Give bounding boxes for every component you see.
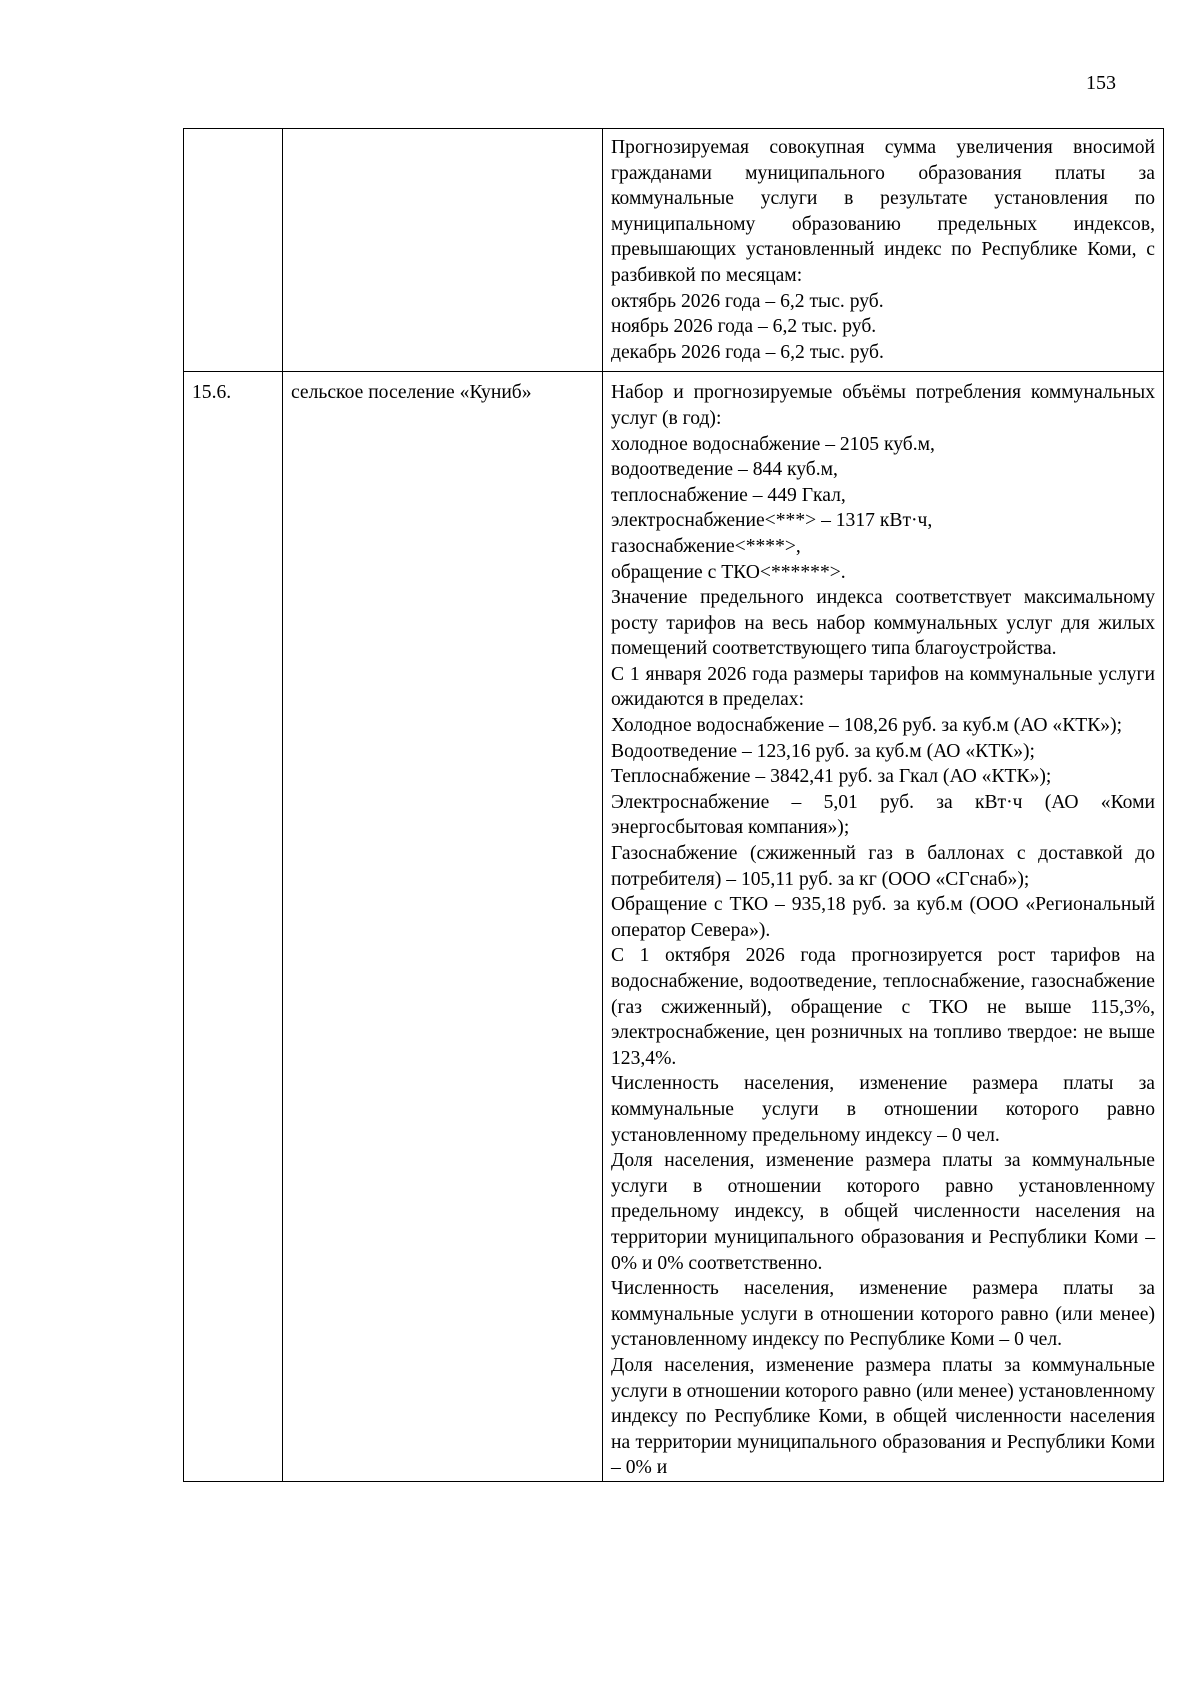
data-table <box>183 128 1164 1482</box>
volume-line: обращение с ТКО<******>. <box>611 561 846 583</box>
paragraph: Набор и прогнозируемые объёмы потребления коммунальных услуг (в год): <box>611 382 1155 429</box>
page-number: 153 <box>1086 72 1116 94</box>
month-line: октябрь 2026 года – 6,2 тыс. руб. <box>611 290 884 312</box>
volume-line: электроснабжение<***> – 1317 кВт·ч, <box>611 510 933 532</box>
volume-line: газоснабжение<****>, <box>611 535 801 557</box>
paragraph: Доля населения, изменение размера платы за коммунальные услуги в отношении которого равно (или менее) установленному индексу по Республике Коми, в общей численности населения на территории муниципального образования и Республики Коми – 0% и <box>611 1354 1155 1479</box>
month-line: декабрь 2026 года – 6,2 тыс. руб. <box>611 341 884 363</box>
paragraph: Прогнозируемая совокупная сумма увеличения вносимой гражданами муниципального образования платы за коммунальные услуги в результате установления по муниципальному образованию предельных индексов, превышающих установленный индекс по Республике Коми, с разбивкой по месяцам: <box>611 137 1155 286</box>
row-name-cell <box>283 129 603 372</box>
paragraph: Водоотведение – 123,16 руб. за куб.м (АО «КТК»); <box>611 740 1035 762</box>
month-line: ноябрь 2026 года – 6,2 тыс. руб. <box>611 316 877 338</box>
paragraph: Теплоснабжение – 3842,41 руб. за Гкал (АО «КТК»); <box>611 766 1052 788</box>
paragraph: Значение предельного индекса соответствует максимальному росту тарифов на весь набор коммунальных услуг для жилых помещений соответствующего типа благоустройства. <box>611 587 1155 660</box>
paragraph: Электроснабжение – 5,01 руб. за кВт·ч (АО «Коми энергосбытовая компания»); <box>611 791 1155 839</box>
paragraph: Обращение с ТКО – 935,18 руб. за куб.м (ООО «Региональный оператор Севера»). <box>611 894 1155 941</box>
volume-line: водоотведение – 844 куб.м, <box>611 459 838 481</box>
row-number-cell: 15.6. <box>184 372 283 1482</box>
paragraph: Холодное водоснабжение – 108,26 руб. за куб.м (АО «КТК»); <box>611 715 1123 737</box>
row-name-cell: сельское поселение «Куниб» <box>283 372 603 1482</box>
row-description-cell <box>603 372 1164 1482</box>
paragraph: Численность населения, изменение размера платы за коммунальные услуги в отношении которого равно (или менее) установленному индексу по Республике Коми – 0 чел. <box>611 1278 1155 1351</box>
paragraph: С 1 января 2026 года размеры тарифов на коммунальные услуги ожидаются в пределах: <box>611 663 1155 711</box>
volume-line: теплоснабжение – 449 Гкал, <box>611 484 846 506</box>
table-row <box>184 372 1164 1482</box>
paragraph: С 1 октября 2026 года прогнозируется рост тарифов на водоснабжение, водоотведение, теплоснабжение, газоснабжение (газ сжиженный), обращение с ТКО не выше 115,3%, электроснабжение, цен розничных на топливо твердое: не выше 123,4%. <box>611 945 1155 1069</box>
paragraph: Газоснабжение (сжиженный газ в баллонах с доставкой до потребителя) – 105,11 руб. за кг (ООО «СГснаб»); <box>611 843 1155 890</box>
row-number-cell <box>184 129 283 372</box>
row-description-cell <box>603 129 1164 372</box>
paragraph: Доля населения, изменение размера платы за коммунальные услуги в отношении которого равно установленному предельному индексу, в общей численности населения на территории муниципального образования и Республики Коми – 0% и 0% соответственно. <box>611 1150 1155 1274</box>
paragraph: Численность населения, изменение размера платы за коммунальные услуги в отношении которого равно установленному предельному индексу – 0 чел. <box>611 1073 1155 1146</box>
volume-line: холодное водоснабжение – 2105 куб.м, <box>611 433 935 455</box>
table-row <box>184 129 1164 372</box>
